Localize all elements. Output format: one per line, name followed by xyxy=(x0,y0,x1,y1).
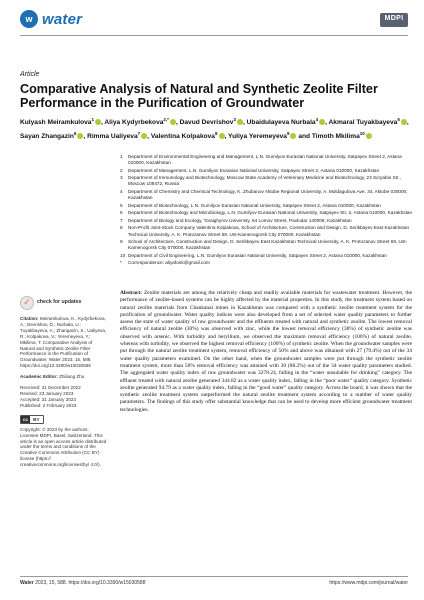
citation-block xyxy=(20,316,108,369)
affiliation-number: 1 xyxy=(120,154,123,159)
received-date: Received: 31 December 2022 xyxy=(20,385,81,391)
cc-by-license-icon[interactable] xyxy=(20,415,44,424)
affiliation-text: School of Architecture, Construction and Design, D. Serikbayev East Kazakhstan Technical University, A. K. Protozanov Street 69, Ust-Kamenogorsk City 070000, Kazakhstan xyxy=(128,239,408,251)
affiliation-item xyxy=(120,189,414,201)
editor-block xyxy=(20,374,108,380)
affiliation-list xyxy=(120,154,414,268)
footer-doi[interactable]: 2023, 15, 588. https://doi.org/10.3390/w15030588 xyxy=(33,580,146,586)
footer-rule xyxy=(20,576,408,577)
editor-head: Academic Editor: xyxy=(20,374,58,380)
affiliation-item xyxy=(120,239,414,251)
affiliation-text: Department of Biotechnology and Microbiology, L.N. Gumilyov Eurasian National University, Satpayev Str. 2, Astana 010000, Kazakhstan xyxy=(128,210,413,216)
author xyxy=(329,119,409,126)
author-affiliation-mark: 9 xyxy=(286,130,290,136)
article-sidebar xyxy=(20,296,108,473)
publisher-logo-text: MDPI xyxy=(384,15,404,22)
affiliation-item xyxy=(120,218,414,224)
affiliation-number: 10 xyxy=(120,252,126,258)
author-affiliation-mark: 1 xyxy=(91,117,94,122)
author-name: Ubaidulayeva Nurbala xyxy=(246,119,316,127)
author xyxy=(20,119,104,126)
paper-title: Comparative Analysis of Natural and Synthetic Zeolite Filter Performance in the Purification of Groundwater xyxy=(20,82,378,111)
affiliation-number: 4 xyxy=(120,188,123,194)
footer-journal-url[interactable]: https://www.mdpi.com/journal/water xyxy=(329,580,408,586)
affiliation-item xyxy=(120,260,414,266)
affiliation-number: 8 xyxy=(120,225,123,231)
header-rule xyxy=(20,35,408,36)
author-name: and Timoth Mkilima xyxy=(298,132,360,140)
affiliation-text: Department of Environmental Engineering and Management, L.N. Gumilyov Eurasian National University, Satpayev Street 2, Astana 010000, Kazakhstan xyxy=(128,154,402,166)
author xyxy=(228,130,298,140)
author-separator: , xyxy=(224,132,229,140)
footer-citation xyxy=(20,580,145,586)
affiliation-number: 7 xyxy=(120,217,123,223)
author-list xyxy=(20,115,410,142)
author-separator: , xyxy=(147,132,151,140)
author-name: Rimma Ualiyeva xyxy=(87,132,138,140)
check-updates-icon: ✓ xyxy=(20,296,34,310)
publisher-logo xyxy=(380,13,408,27)
copyright-text: Copyright: © 2023 by the authors. Licensee MDPI, Basel, Switzerland. This article is an open access article distributed under the terms and conditions of the Creative Commons Attribution (CC BY) license (https:// creativecommons.org/licenses/by/ 4.0/). xyxy=(20,426,107,468)
affiliation-text: Correspondence: aliyafonk@gmail.com xyxy=(128,260,210,266)
author-separator: , xyxy=(325,119,329,127)
author-name: Valentina Kolpakova xyxy=(150,132,215,140)
revised-date: Revised: 23 January 2023 xyxy=(20,390,74,396)
affiliation-text: Department of Immunology and Biotechnology, Moscow State Academy of Veterinary Medicine and Biotechnology, 23 Scryabin Str., Moscow 109472, Russia xyxy=(128,175,401,187)
abstract-label: Abstract: xyxy=(120,290,143,296)
journal-logo-letter: w xyxy=(25,14,33,24)
affiliation-text: Department of Biotechnology, L.N. Gumilyov Eurasian National University, Satpayev Street 2, Astana 010000, Kazakhstan xyxy=(128,202,381,208)
author-affiliation-mark: 8 xyxy=(214,130,218,136)
author-affiliation-mark: 2,* xyxy=(163,117,169,122)
author-name: Yuliya Yeremeyeva xyxy=(228,132,287,140)
footer-journal: Water xyxy=(20,580,34,586)
affiliation-text: Department of Biology and Ecology, Toraighyrov University, 64 Lomov Street, Pavlodar 140008, Kazakhstan xyxy=(128,217,352,223)
cc-label: cc xyxy=(23,416,29,422)
citation-head: Citation: xyxy=(20,316,39,321)
affiliation-item xyxy=(120,168,414,174)
author-name: Davud Devrishov xyxy=(179,119,234,127)
author-affiliation-mark: 5 xyxy=(397,117,400,122)
dates-block xyxy=(20,385,108,409)
affiliation-number: 9 xyxy=(120,239,123,245)
abstract-text: Zeolite materials are among the relatively cheap and readily available materials for wastewater treatment. However, the performance of zeolite-based systems can be highly affected by the material properties. In this study, the treatment system based on natural zeolite materials from Chankanai mines in Kazakhstan was compared with a synthetic zeolite treatment system for the purification of groundwater. Water quality indices were also developed from a set of selected water quality parameters to further assess the state of water quality of raw groundwater and the effluents treated with natural and synthetic zeolite. The lowest removal efficiency of natural zeolite (30%) was observed with zinc, while the lowest removal efficiency (38%) of synthetic zeolite was observed with arsenic. With turbidity and beryllium, we observed the maximum removal efficiency (100%) of natural zeolite, whereas with turbidity, we observed the highest removal efficiency (100%) of synthetic zeolite. When the groundwater samples were put through the natural zeolite treatment system, removal efficiency of 50% and above was obtained with 27 (79.4%) out of the 34 water quality parameters examined. On the other hand, when the groundwater samples were put through the synthetic zeolite treatment system, more than 50% removal efficiency was attained with 30 (88.2%) out of the 34 water quality parameters studied. The aggregated water quality index of raw groundwater was 3278.24, falling in the “water unsuitable for drinking” category. The effluent treated with natural zeolite generated 344.82 as a water quality index, falling in the “poor water” quality category. Synthetic zeolite generated 94.79 as a water quality index, falling in the “good water” quality category. Across the board, it was shown that the synthetic zeolite treatment system outperformed the natural zeolite treatment system according to a number of water quality parameters. The findings of this study offer substantial knowledge that can be used to develop more efficient groundwater treatment technologies. xyxy=(120,290,413,413)
editor-name: Zhiliang Zhu xyxy=(59,374,85,380)
orcid-icon[interactable] xyxy=(366,133,372,139)
by-label: BY xyxy=(33,416,40,422)
affiliation-item xyxy=(120,210,414,216)
author xyxy=(104,119,179,126)
author xyxy=(150,130,229,140)
author-separator: , xyxy=(100,119,105,127)
affiliation-item xyxy=(120,203,414,209)
article-type: Article xyxy=(20,71,40,78)
affiliation-text: Department of Civil Engineering, L.N. Gumilyov Eurasian National University, Satpayev Street 2, Astana 010000, Kazakhstan xyxy=(128,252,387,258)
author-separator: , xyxy=(406,119,409,127)
author-affiliation-mark: 3 xyxy=(233,117,236,122)
copyright-block xyxy=(20,427,108,468)
author-name: Sayan Zhangazin xyxy=(20,132,74,140)
abstract xyxy=(120,290,412,414)
affiliation-text: Department of Chemistry and Chemical Technology, K. Zhubanov Aktobe Regional University, A. Moldagulova Ave. 34, Aktobe 030000, Kazakhstan xyxy=(128,188,408,201)
author-affiliation-mark: 4 xyxy=(315,117,319,122)
affiliation-item xyxy=(120,225,414,237)
affiliation-item xyxy=(120,154,414,166)
journal-name: water xyxy=(42,10,83,28)
water-drop-icon xyxy=(20,10,38,28)
author-separator: , xyxy=(243,119,247,127)
author xyxy=(20,130,88,140)
affiliation-text: Non-Profit Joint-Stock Company Valentina Kolpakova, School of Architecture, Construction and Design, D. Serikbayev East Kazakhstan Technical University, A. K. Protozanov Street 69, Ust-Kamenogorsk City 070000, Kazakhstan xyxy=(128,225,410,237)
author xyxy=(180,119,247,126)
check-updates-label: check for updates xyxy=(37,299,82,306)
affiliation-number: 2 xyxy=(120,167,123,173)
author-name: Kulyash Meiramkulova xyxy=(20,119,92,127)
author-affiliation-mark: 7 xyxy=(137,130,141,136)
accepted-date: Accepted: 31 January 2023 xyxy=(20,396,76,402)
affiliation-item xyxy=(120,253,414,259)
author-name: Aliya Kydyrbekova xyxy=(104,119,164,127)
author xyxy=(247,119,329,126)
author-separator: , xyxy=(83,132,88,140)
author-affiliation-mark: 10 xyxy=(359,130,365,136)
affiliation-number: 5 xyxy=(120,202,123,208)
author-name: Akmaral Tuyakbayeva xyxy=(328,119,398,127)
author xyxy=(87,130,151,140)
author-affiliation-mark: 6 xyxy=(73,130,77,136)
author xyxy=(298,130,371,140)
citation-text: Meiramkulova, K.; Kydyrbekova, A.; Devrishov, D.; Nurbala, U.; Tuyakbayeva, A.; Zhangazin, S.; Ualiyeva, R.; Kolpakova, V.; Yeremeyeva, Y.; Mkilima, T. Comparative Analysis of Natural and Synthetic Zeolite Filter Performance in the Purification of Groundwater. Water 2023, 15, 588. https://doi.org/10.3390/w15030588 xyxy=(20,316,107,369)
journal-logo xyxy=(20,9,82,29)
affiliation-item xyxy=(120,175,414,187)
affiliation-number: 6 xyxy=(120,210,123,216)
affiliation-number: 3 xyxy=(120,175,123,181)
affiliation-text: Department of Management, L.N. Gumilyov Eurasian National University, Satpayev Street 2, Astana 010000, Kazakhstan xyxy=(128,167,380,173)
author-separator: , xyxy=(175,119,180,127)
affiliation-number: * xyxy=(120,260,122,266)
check-for-updates[interactable] xyxy=(20,296,108,310)
published-date: Published: 2 February 2023 xyxy=(20,402,77,408)
